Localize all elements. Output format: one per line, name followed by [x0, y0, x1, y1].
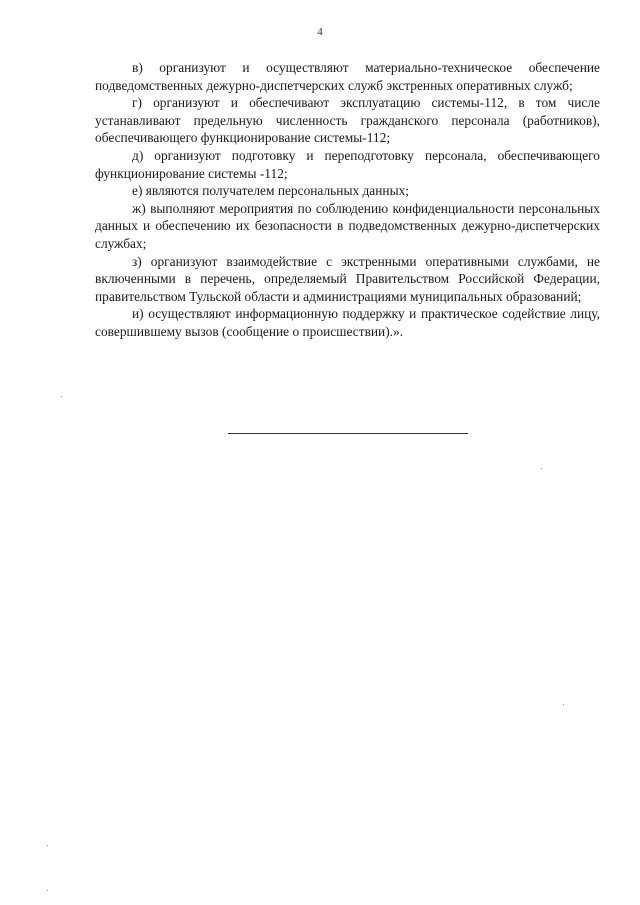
- paragraph-v: в) организуют и осуществляют материально-техническое обеспечение подведомственных дежурно-диспетчерских служб экстренных оперативных служб;: [95, 60, 600, 93]
- paragraph-d: д) организуют подготовку и переподготовку персонала, обеспечивающего функционирование системы -112;: [95, 147, 600, 181]
- scan-speck: [47, 845, 48, 846]
- end-of-document-rule: [228, 433, 468, 434]
- paragraph-g: г) организуют и обеспечивают эксплуатацию системы-112, в том числе устанавливают предельную численность гражданского персонала (работников), обеспечивающего функционирование системы-112;: [95, 95, 600, 146]
- scan-speck: [47, 890, 48, 891]
- page-number: 4: [317, 26, 323, 38]
- paragraph-e: е) являются получателем персональных данных;: [132, 183, 409, 199]
- paragraph-z: з) организуют взаимодействие с экстренными оперативными службами, не включенными в перечень, определяемый Правительством Российской Федерации, правительством Тульской области и администрациями муниципальных образований;: [95, 253, 600, 304]
- document-body: [95, 59, 600, 341]
- paragraph-i: и) осуществляют информационную поддержку и практическое содействие лицу, совершившему вызов (сообщение о происшествии).».: [95, 306, 600, 339]
- paragraph-zh: ж) выполняют мероприятия по соблюдению конфиденциальности персональных данных и обеспечению их безопасности в подведомственных дежурно-диспетчерских службах;: [95, 200, 600, 251]
- scan-speck: [61, 396, 62, 397]
- scan-speck: [563, 704, 564, 705]
- scan-speck: [541, 468, 542, 469]
